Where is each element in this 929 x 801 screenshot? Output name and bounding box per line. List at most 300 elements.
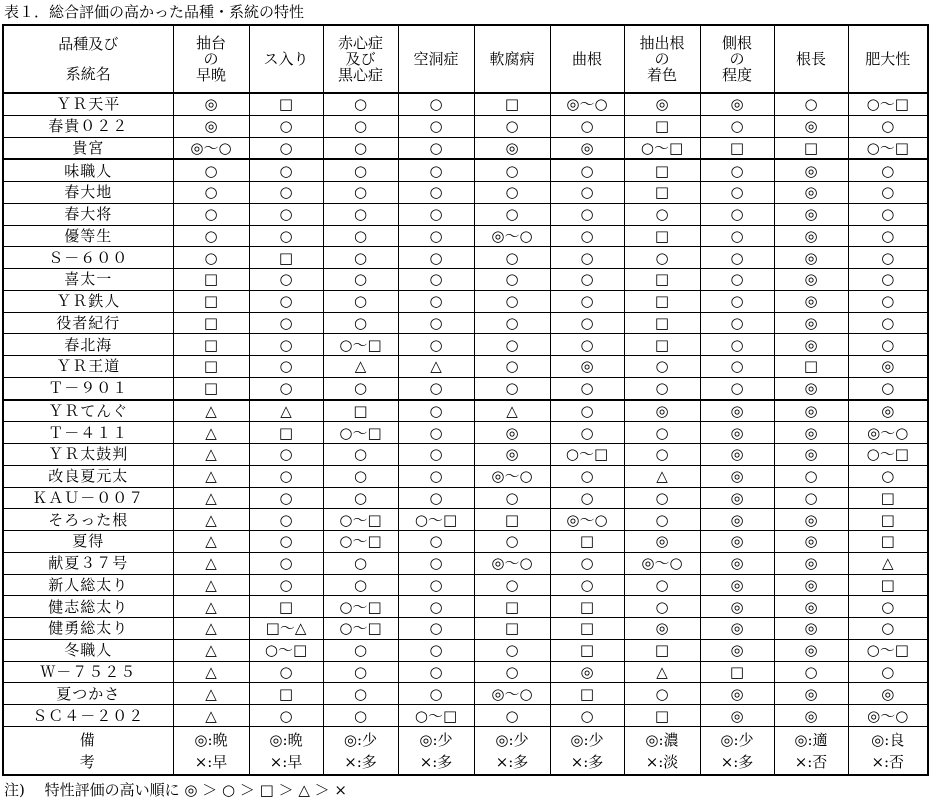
rating-cell: ◎～○ <box>173 137 249 159</box>
table-row <box>3 137 928 159</box>
rating-cell: △ <box>173 531 249 553</box>
rating-cell: □ <box>249 683 323 705</box>
rating-cell: ○ <box>323 203 398 225</box>
table-row <box>3 225 928 247</box>
rating-cell: ○ <box>249 531 323 553</box>
rating-cell: ◎ <box>700 552 774 574</box>
rating-cell: ○ <box>249 182 323 204</box>
table-row <box>3 269 928 291</box>
rating-cell: ○ <box>398 683 474 705</box>
rating-cell: ○ <box>474 290 550 312</box>
rating-cell: ◎ <box>774 444 848 466</box>
rating-cell: ○ <box>398 531 474 553</box>
line: ◎:少 <box>419 730 453 749</box>
rating-cell: ◎ <box>774 247 848 269</box>
line: ×:否 <box>871 752 905 771</box>
rating-cell: △ <box>249 400 323 422</box>
table-row <box>3 159 928 181</box>
rating-cell: ○ <box>474 203 550 225</box>
variety-name: 喜太一 <box>3 269 173 291</box>
rating-cell: □ <box>774 356 848 378</box>
rating-cell: ○ <box>398 661 474 683</box>
rating-cell: ◎～○ <box>550 509 624 531</box>
variety-name: ＹＲ鉄人 <box>3 290 173 312</box>
rating-cell: △ <box>624 661 700 683</box>
rating-cell: ○ <box>323 159 398 181</box>
rating-cell: ◎ <box>624 618 700 640</box>
line: ×:淡 <box>645 752 679 771</box>
remark-cell <box>848 727 928 776</box>
remark-cell <box>624 727 700 776</box>
rating-cell: ○ <box>474 312 550 334</box>
rating-cell: ○ <box>398 422 474 444</box>
rating-cell: ○ <box>474 639 550 661</box>
rating-cell: ○ <box>323 574 398 596</box>
rating-cell: ◎ <box>774 574 848 596</box>
rating-cell: ○ <box>398 247 474 269</box>
rating-cell: ◎ <box>700 639 774 661</box>
rating-cell: ○ <box>848 182 928 204</box>
rating-cell: ○ <box>398 377 474 399</box>
line: ◎:良 <box>871 730 905 749</box>
rating-cell: ◎ <box>700 509 774 531</box>
rating-cell: ○ <box>398 552 474 574</box>
variety-name: そろった根 <box>3 509 173 531</box>
rating-cell: ◎ <box>774 552 848 574</box>
variety-name: Ｗ－７５２５ <box>3 661 173 683</box>
rating-cell: ○～□ <box>323 596 398 618</box>
rating-cell: ○ <box>323 225 398 247</box>
rating-cell: △ <box>173 422 249 444</box>
rating-cell: ○ <box>550 182 624 204</box>
variety-name: ＫＡＵ－００７ <box>3 487 173 509</box>
rating-cell: ○ <box>700 312 774 334</box>
remarks-row <box>3 727 928 776</box>
rating-cell: ○ <box>848 465 928 487</box>
rating-cell: ○ <box>398 312 474 334</box>
rating-cell: ○ <box>550 487 624 509</box>
table-body <box>3 93 928 727</box>
rating-cell: ○ <box>624 596 700 618</box>
table-row <box>3 596 928 618</box>
line: ス入り <box>263 50 309 68</box>
rating-cell: ○ <box>700 247 774 269</box>
line: ×:否 <box>794 752 828 771</box>
line: ×:多 <box>419 752 453 771</box>
rating-cell: □ <box>700 661 774 683</box>
rating-cell: ○ <box>550 552 624 574</box>
rating-cell: ○ <box>249 225 323 247</box>
line: の <box>729 50 745 68</box>
rating-cell: △ <box>173 509 249 531</box>
rating-cell: □～△ <box>249 618 323 640</box>
variety-name: ＹＲてんぐ <box>3 400 173 422</box>
rating-cell: △ <box>173 465 249 487</box>
rating-cell: ○ <box>550 312 624 334</box>
rating-cell: ○ <box>700 356 774 378</box>
rating-cell: ◎ <box>774 269 848 291</box>
table-title: 表１．総合評価の高かった品種・系統の特性 <box>4 3 305 21</box>
rating-cell: □ <box>249 247 323 269</box>
rating-cell: ○ <box>624 509 700 531</box>
rating-cell: △ <box>173 618 249 640</box>
rating-cell: □ <box>848 487 928 509</box>
rating-cell: □ <box>474 509 550 531</box>
rating-cell: ○ <box>323 269 398 291</box>
rating-cell: □ <box>173 356 249 378</box>
line: 赤心症 <box>337 34 383 52</box>
line: 考 <box>79 752 97 771</box>
rating-cell: ○ <box>624 356 700 378</box>
rating-cell: ○ <box>474 705 550 727</box>
rating-cell: ○ <box>550 247 624 269</box>
line: ◎:晩 <box>194 730 228 749</box>
rating-cell: ○ <box>624 683 700 705</box>
rating-cell: ○ <box>398 487 474 509</box>
rating-cell: ○ <box>398 225 474 247</box>
rating-cell: ○ <box>249 290 323 312</box>
table-header <box>3 25 928 93</box>
line: の <box>203 50 219 68</box>
rating-cell: ○ <box>550 225 624 247</box>
rating-cell: ○ <box>848 159 928 181</box>
rating-cell: ○ <box>624 203 700 225</box>
rating-cell: ○ <box>398 465 474 487</box>
rating-cell: ◎ <box>173 93 249 115</box>
rating-cell: ○ <box>323 683 398 705</box>
rating-cell: ○ <box>624 487 700 509</box>
rating-cell: ○ <box>848 247 928 269</box>
column-header <box>474 25 550 93</box>
rating-cell: ○ <box>624 247 700 269</box>
rating-cell: ◎ <box>848 683 928 705</box>
rating-cell: ○ <box>398 115 474 137</box>
remark-cell <box>550 727 624 776</box>
rating-cell: ○ <box>700 115 774 137</box>
remark-cell <box>323 727 398 776</box>
rating-cell: ○～□ <box>624 137 700 159</box>
column-header <box>550 25 624 93</box>
rating-cell: □ <box>173 312 249 334</box>
rating-cell: □ <box>624 115 700 137</box>
line: ◎:適 <box>794 730 828 749</box>
rating-cell: ○ <box>323 552 398 574</box>
rating-cell: □ <box>249 93 323 115</box>
table-row <box>3 334 928 356</box>
rating-cell: ○ <box>474 182 550 204</box>
rating-cell: ○ <box>848 312 928 334</box>
rating-cell: ○～□ <box>398 705 474 727</box>
rating-cell: ○ <box>249 487 323 509</box>
variety-name: 夏得 <box>3 531 173 553</box>
line: 空洞症 <box>413 50 459 68</box>
column-header <box>398 25 474 93</box>
table-row <box>3 639 928 661</box>
rating-cell: ○ <box>398 93 474 115</box>
table-row <box>3 574 928 596</box>
rating-cell: ◎ <box>173 115 249 137</box>
rating-cell: ○ <box>249 269 323 291</box>
rating-cell: ○～□ <box>323 334 398 356</box>
rating-cell: ○ <box>249 574 323 596</box>
rating-cell: ○ <box>774 465 848 487</box>
variety-name: 新人総太り <box>3 574 173 596</box>
rating-cell: □ <box>173 377 249 399</box>
table-row <box>3 509 928 531</box>
rating-cell: ○ <box>323 290 398 312</box>
rating-cell: ○ <box>323 137 398 159</box>
rating-cell: ◎ <box>700 93 774 115</box>
rating-cell: ○ <box>848 115 928 137</box>
rating-cell: ○ <box>398 596 474 618</box>
rating-cell: ○ <box>398 269 474 291</box>
rating-cell: ◎ <box>700 444 774 466</box>
rating-cell: ○ <box>474 247 550 269</box>
line: ◎:少 <box>343 730 378 749</box>
rating-cell: ◎ <box>774 159 848 181</box>
rating-cell: ○ <box>249 444 323 466</box>
rating-cell: ○ <box>249 377 323 399</box>
rating-cell: □ <box>624 334 700 356</box>
rating-cell: ○ <box>173 225 249 247</box>
rating-cell: ○ <box>474 334 550 356</box>
column-header <box>323 25 398 93</box>
rating-cell: ○ <box>700 269 774 291</box>
line: 軟腐病 <box>489 50 535 68</box>
rating-cell: □ <box>624 269 700 291</box>
rating-cell: ◎～○ <box>474 225 550 247</box>
column-header <box>249 25 323 93</box>
variety-name: ＹＲ王道 <box>3 356 173 378</box>
rating-cell: ◎ <box>774 639 848 661</box>
table-row <box>3 531 928 553</box>
column-header-name <box>3 25 173 93</box>
rating-cell: ○ <box>249 552 323 574</box>
rating-cell: △ <box>173 400 249 422</box>
rating-cell: ○ <box>249 465 323 487</box>
rating-cell: ○ <box>249 159 323 181</box>
rating-cell: ◎ <box>774 596 848 618</box>
rating-cell: ◎ <box>774 531 848 553</box>
line: 程度 <box>721 66 752 84</box>
rating-cell: △ <box>173 574 249 596</box>
rating-cell: △ <box>173 705 249 727</box>
line: 抽出根 <box>639 34 685 52</box>
rating-cell: ◎ <box>700 531 774 553</box>
rating-cell: ◎ <box>700 487 774 509</box>
rating-cell: □ <box>474 93 550 115</box>
rating-cell: ○ <box>474 531 550 553</box>
rating-cell: ○ <box>550 115 624 137</box>
characteristics-table <box>2 24 929 776</box>
rating-cell: ○ <box>550 574 624 596</box>
rating-cell: ○ <box>848 596 928 618</box>
rating-cell: ○ <box>550 705 624 727</box>
rating-cell: △ <box>848 552 928 574</box>
rating-cell: ◎～○ <box>848 705 928 727</box>
rating-cell: ○ <box>774 487 848 509</box>
rating-cell: ○～□ <box>848 444 928 466</box>
rating-cell: ◎～○ <box>474 552 550 574</box>
rating-cell: ○ <box>323 487 398 509</box>
rating-cell: ◎～○ <box>474 683 550 705</box>
rating-cell: □ <box>323 400 398 422</box>
rating-cell: ○ <box>848 334 928 356</box>
rating-cell: ○ <box>249 509 323 531</box>
rating-cell: ○ <box>398 203 474 225</box>
rating-cell: ○ <box>398 334 474 356</box>
rating-cell: △ <box>173 487 249 509</box>
rating-cell: □ <box>550 639 624 661</box>
table-row <box>3 422 928 444</box>
rating-cell: ◎ <box>774 312 848 334</box>
table-row <box>3 444 928 466</box>
rating-cell: △ <box>474 400 550 422</box>
rating-cell: ○ <box>550 269 624 291</box>
rating-cell: ○ <box>550 290 624 312</box>
rating-cell: ○ <box>550 422 624 444</box>
rating-cell: △ <box>398 356 474 378</box>
rating-cell: ○ <box>249 661 323 683</box>
rating-cell: ○ <box>550 400 624 422</box>
rating-cell: ○ <box>323 705 398 727</box>
rating-cell: ○ <box>700 203 774 225</box>
line: 曲根 <box>571 50 602 68</box>
remark-cell <box>474 727 550 776</box>
rating-cell: □ <box>624 225 700 247</box>
variety-name: Ｓ－６００ <box>3 247 173 269</box>
rating-cell: ○ <box>398 574 474 596</box>
table-row <box>3 182 928 204</box>
rating-cell: ○ <box>700 225 774 247</box>
rating-cell: ◎ <box>774 400 848 422</box>
rating-cell: ○～□ <box>323 509 398 531</box>
line: ×:早 <box>269 752 303 771</box>
remark-cell <box>249 727 323 776</box>
table-row <box>3 705 928 727</box>
line: ◎:少 <box>720 730 754 749</box>
rating-cell: ○ <box>323 639 398 661</box>
table-row <box>3 400 928 422</box>
rating-cell: □ <box>700 137 774 159</box>
rating-cell: ○ <box>848 203 928 225</box>
rating-cell: ◎ <box>774 683 848 705</box>
variety-name: 春大将 <box>3 203 173 225</box>
footnote: 注) 特性評価の高い順に ◎ ＞ ○ ＞ □ ＞ △ ＞ × <box>4 781 347 799</box>
rating-cell: ○ <box>398 618 474 640</box>
line: 肥大性 <box>865 50 911 68</box>
rating-cell: □ <box>848 509 928 531</box>
rating-cell: ○ <box>398 137 474 159</box>
rating-cell: ○ <box>323 247 398 269</box>
variety-name: 健勇総太り <box>3 618 173 640</box>
remarks-label <box>3 727 173 776</box>
variety-name: 春貴０２２ <box>3 115 173 137</box>
rating-cell: △ <box>323 356 398 378</box>
table-row <box>3 312 928 334</box>
rating-cell: ○ <box>474 487 550 509</box>
rating-cell: ○ <box>848 377 928 399</box>
line: 着色 <box>646 66 677 84</box>
rating-cell: △ <box>173 639 249 661</box>
rating-cell: ○ <box>323 465 398 487</box>
rating-cell: ○ <box>774 93 848 115</box>
rating-cell: △ <box>173 661 249 683</box>
rating-cell: ◎ <box>700 400 774 422</box>
rating-cell: □ <box>550 531 624 553</box>
line: ×:多 <box>570 752 604 771</box>
variety-name: 冬職人 <box>3 639 173 661</box>
rating-cell: ○ <box>249 203 323 225</box>
line: 黒心症 <box>337 66 383 84</box>
rating-cell: □ <box>550 618 624 640</box>
rating-cell: ○ <box>323 377 398 399</box>
rating-cell: ◎ <box>550 137 624 159</box>
rating-cell: ○ <box>173 203 249 225</box>
rating-cell: □ <box>249 422 323 444</box>
rating-cell: ◎ <box>774 225 848 247</box>
rating-cell: ◎ <box>474 444 550 466</box>
rating-cell: ○ <box>700 182 774 204</box>
variety-name: ＳＣ４－２０２ <box>3 705 173 727</box>
variety-name: 夏つかさ <box>3 683 173 705</box>
rating-cell: ○ <box>323 444 398 466</box>
table-row <box>3 247 928 269</box>
rating-cell: ○～□ <box>848 93 928 115</box>
variety-name: 春大地 <box>3 182 173 204</box>
rating-cell: □ <box>624 639 700 661</box>
variety-name: 健志総太り <box>3 596 173 618</box>
rating-cell: □ <box>624 159 700 181</box>
rating-cell: ○～□ <box>848 137 928 159</box>
line: ×:多 <box>344 752 377 771</box>
line: ◎:濃 <box>645 730 679 749</box>
rating-cell: ◎ <box>848 400 928 422</box>
rating-cell: ◎ <box>700 618 774 640</box>
rating-cell: ○ <box>550 377 624 399</box>
rating-cell: ○ <box>700 334 774 356</box>
remark-cell <box>398 727 474 776</box>
rating-cell: ○ <box>323 93 398 115</box>
rating-cell: ◎ <box>550 356 624 378</box>
rating-cell: □ <box>249 596 323 618</box>
rating-cell: □ <box>624 705 700 727</box>
rating-cell: ◎ <box>774 377 848 399</box>
rating-cell: □ <box>624 290 700 312</box>
table-row <box>3 683 928 705</box>
rating-cell: ○ <box>700 159 774 181</box>
table-row <box>3 377 928 399</box>
line: ◎:少 <box>495 730 529 749</box>
line: 早晩 <box>195 66 226 84</box>
rating-cell: □ <box>173 269 249 291</box>
remark-cell <box>173 727 249 776</box>
table-row <box>3 115 928 137</box>
rating-cell: □ <box>624 312 700 334</box>
rating-cell: ◎～○ <box>474 465 550 487</box>
variety-name: 貴宮 <box>3 137 173 159</box>
rating-cell: ○～□ <box>323 531 398 553</box>
rating-cell: □ <box>624 182 700 204</box>
rating-cell: ○ <box>173 247 249 269</box>
rating-cell: ◎～○ <box>550 93 624 115</box>
rating-cell: □ <box>774 137 848 159</box>
rating-cell: ○ <box>398 400 474 422</box>
rating-cell: ○ <box>249 137 323 159</box>
rating-cell: ◎～○ <box>848 422 928 444</box>
rating-cell: ○ <box>624 422 700 444</box>
column-header <box>624 25 700 93</box>
